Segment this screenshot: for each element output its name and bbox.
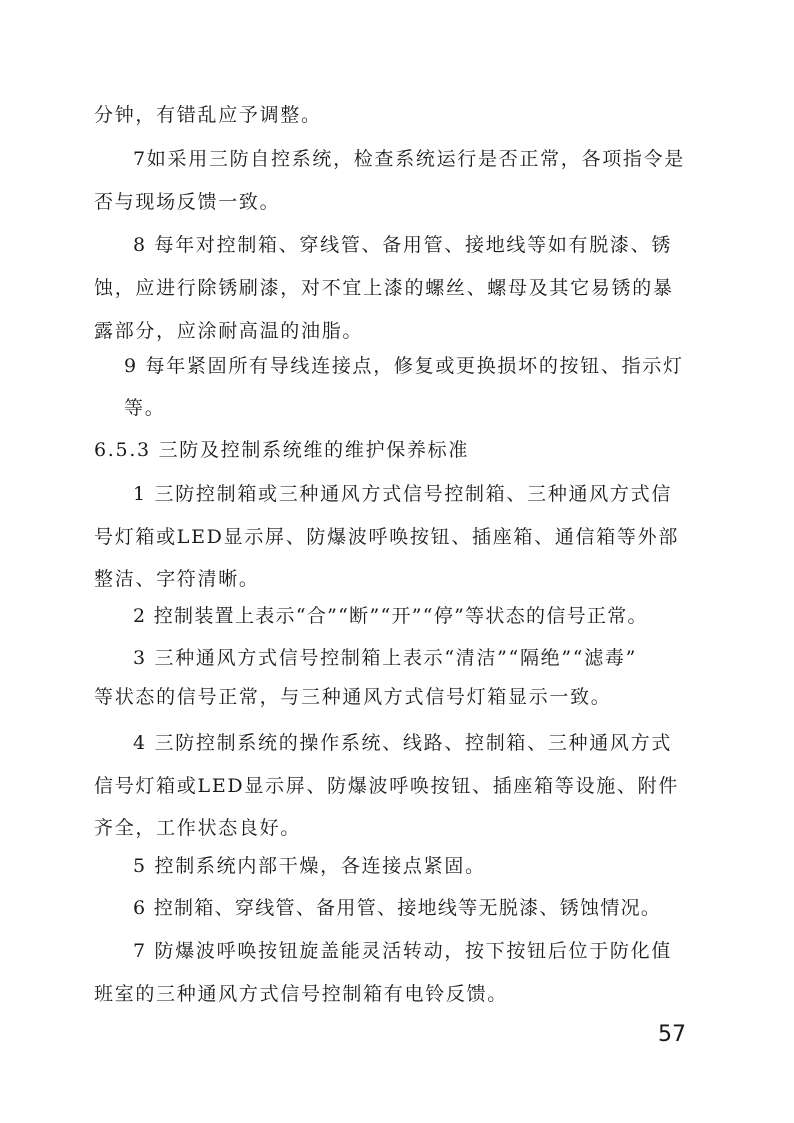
page-number: 57 [658, 1022, 686, 1047]
text-line: 4 三防控制系统的操作系统、线路、控制箱、三种通风方式 [133, 732, 673, 754]
text-line: 等状态的信号正常，与三种通风方式信号灯箱显示一致。 [94, 686, 612, 708]
text-line: 8 每年对控制箱、穿线管、备用管、接地线等如有脱漆、锈 [133, 234, 673, 256]
text-line: 蚀，应进行除锈刷漆，对不宜上漆的螺丝、螺母及其它易锈的暴 [94, 277, 674, 299]
text-line: 5 控制系统内部干燥，各连接点紧固。 [133, 855, 486, 877]
text-line: 整洁、字符清晰。 [94, 568, 260, 590]
text-line: 分钟，有错乱应予调整。 [94, 104, 322, 126]
text-line: 6 控制箱、穿线管、备用管、接地线等无脱漆、锈蚀情况。 [133, 897, 662, 919]
text-line: 9 每年紧固所有导线连接点，修复或更换损坏的按钮、指示灯 [124, 355, 684, 377]
text-line: 等。 [124, 397, 166, 419]
text-line: 7 防爆波呼唤按钮旋盖能灵活转动，按下按钮后位于防化值 [133, 940, 673, 962]
text-line: 号灯箱或LED显示屏、防爆波呼唤按钮、插座箱、通信箱等外部 [94, 526, 680, 548]
text-line: 班室的三种通风方式信号控制箱有电铃反馈。 [94, 983, 509, 1005]
text-line: 齐全，工作状态良好。 [94, 817, 302, 839]
text-line: 2 控制装置上表示“合”“断”“开”“停”等状态的信号正常。 [133, 605, 648, 627]
text-line: 露部分，应涂耐高温的油脂。 [94, 320, 364, 342]
text-line: 7如采用三防自控系统，检查系统运行是否正常，各项指令是 [133, 148, 685, 170]
text-line: 1 三防控制箱或三种通风方式信号控制箱、三种通风方式信 [133, 483, 673, 505]
text-line: 3 三种通风方式信号控制箱上表示“清洁”“隔绝”“滤毒” [133, 647, 638, 669]
section-heading: 6.5.3 三防及控制系统维的维护保养标准 [94, 439, 470, 461]
text-line: 信号灯箱或LED显示屏、防爆波呼唤按钮、插座箱等设施、附件 [94, 775, 680, 797]
text-line: 否与现场反馈一致。 [94, 191, 281, 213]
